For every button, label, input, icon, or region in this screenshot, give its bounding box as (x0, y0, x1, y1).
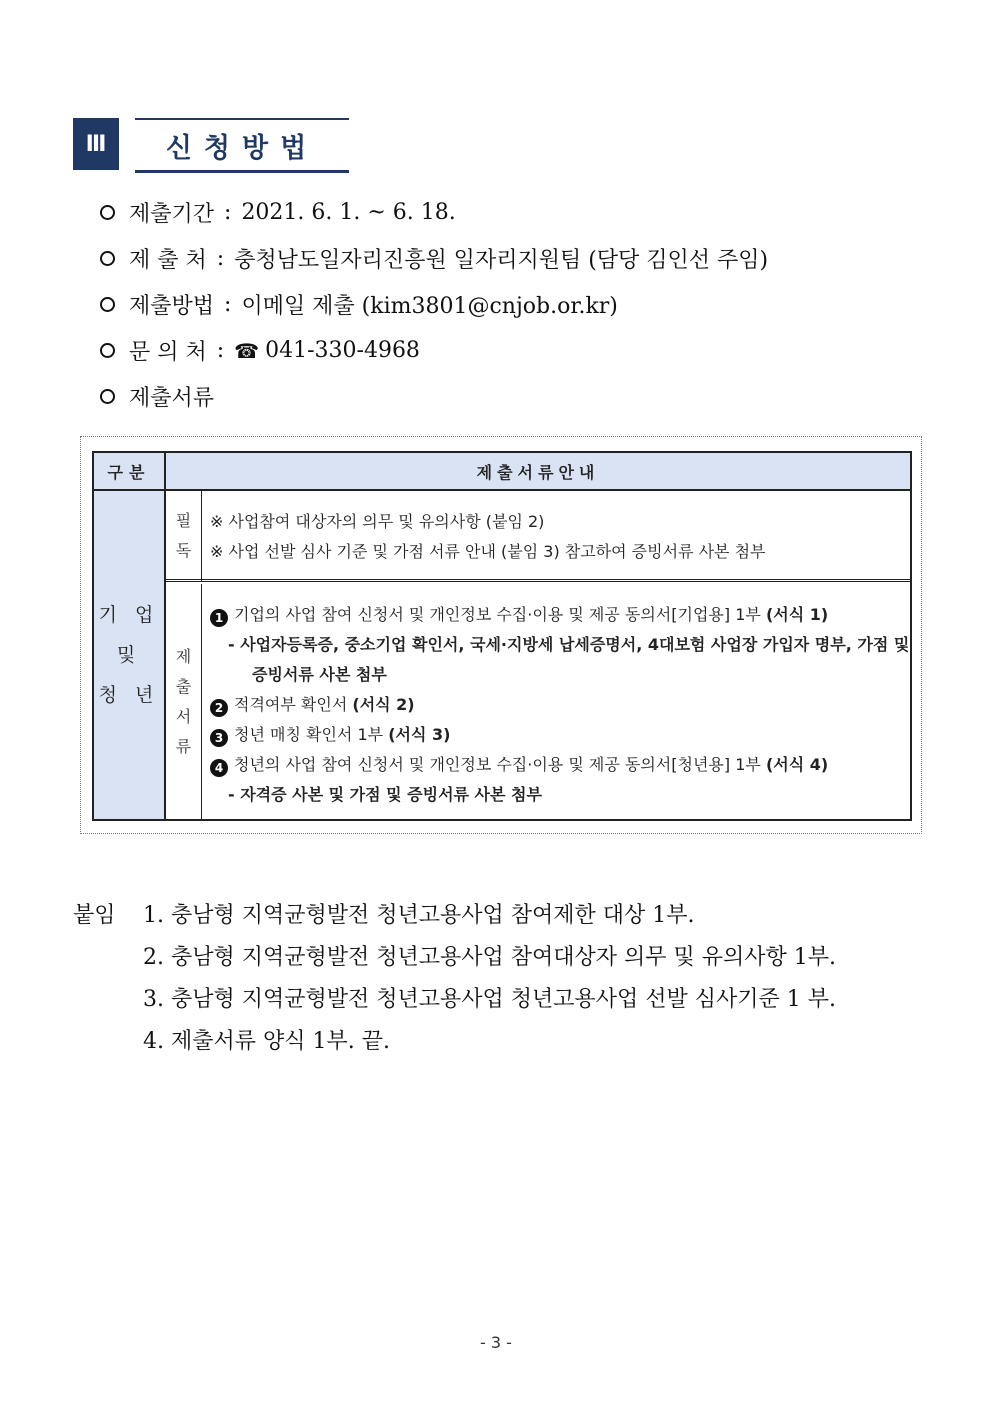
row-divider (166, 579, 910, 582)
circle-bullet-icon (100, 389, 115, 404)
number-badge-icon: 3 (210, 729, 228, 747)
table-header (94, 453, 910, 491)
list-item: 2 적격여부 확인서 (서식 2) (210, 690, 906, 720)
attachment-item: 4. 제출서류 양식 1부. 끝. (143, 1029, 390, 1054)
attachment-item: 1. 충남형 지역균형발전 청년고용사업 참여제한 대상 1부. (143, 903, 695, 928)
number-badge-icon: 2 (210, 699, 228, 717)
info-item-contact: 문 의 처 : ☎ 041-330-4968 (100, 335, 420, 366)
info-value: 2021. 6. 1. ~ 6. 18. (241, 200, 456, 225)
must-read-content (210, 507, 906, 567)
circle-bullet-icon (100, 297, 115, 312)
circle-bullet-icon (100, 343, 115, 358)
attachment-item: 3. 충남형 지역균형발전 청년고용사업 청년고용사업 선발 심사기준 1 부. (143, 987, 836, 1012)
subcategory-submit-docs: 제 출 서 류 (166, 584, 202, 819)
section-title: 신청방법 (135, 118, 349, 173)
attachments-label: 붙임 (73, 903, 116, 928)
header-guide: 제출서류안내 (476, 462, 600, 482)
attachment-item: 2. 충남형 지역균형발전 청년고용사업 참여대상자 의무 및 유의사항 1부. (143, 945, 836, 970)
list-item-detail: 증빙서류 사본 첨부 (252, 665, 387, 684)
submit-docs-content (210, 600, 910, 810)
circle-bullet-icon (100, 205, 115, 220)
subcategory-must-read: 필 독 (166, 491, 202, 581)
section-number: Ⅲ (73, 118, 119, 170)
number-badge-icon: 1 (210, 609, 228, 627)
phone-icon: ☎ (234, 338, 260, 363)
info-item-method: 제출방법 : 이메일 제출 (kim3801@cnjob.or.kr) (100, 289, 618, 320)
circle-bullet-icon (100, 251, 115, 266)
info-value: 충청남도일자리진흥원 일자리지원팀 (담당 김인선 주임) (234, 248, 769, 273)
note-line: ※ 사업참여 대상자의 의무 및 유의사항 (붙임 2) (210, 512, 545, 531)
info-value: 041-330-4968 (265, 338, 420, 363)
info-value: 이메일 제출 (kim3801@cnjob.or.kr) (241, 294, 618, 319)
section-heading (73, 118, 353, 170)
info-label: 제출방법 (129, 294, 215, 319)
info-label: 문 의 처 (129, 340, 207, 365)
list-item: 4 청년의 사업 참여 신청서 및 개인정보 수집·이용 및 제공 동의서[청년용] 1부 (서식 4) (210, 750, 906, 780)
documents-table-frame (80, 436, 922, 834)
info-label: 제출기간 (129, 202, 215, 227)
info-item-documents (100, 381, 214, 412)
list-item-detail: - 사업자등록증, 중소기업 확인서, 국세·지방세 납세증명서, 4대보험 사업장 가입자 명부, 가점 및 (228, 635, 910, 654)
attachments-list (143, 895, 836, 1063)
header-category: 구분 (94, 453, 166, 489)
page-number: - 3 - (480, 1333, 512, 1352)
documents-table (92, 451, 912, 821)
info-item-destination: 제 출 처 : 충청남도일자리진흥원 일자리지원팀 (담당 김인선 주임) (100, 243, 768, 274)
list-item: 3 청년 매칭 확인서 1부 (서식 3) (210, 720, 906, 750)
info-item-period: 제출기간 : 2021. 6. 1. ~ 6. 18. (100, 197, 456, 228)
number-badge-icon: 4 (210, 759, 228, 777)
category-cell: 기 업 및 청 년 (94, 491, 166, 819)
list-item: 1 기업의 사업 참여 신청서 및 개인정보 수집·이용 및 제공 동의서[기업용] 1부 (서식 1) (210, 600, 906, 630)
info-label: 제출서류 (129, 386, 215, 411)
list-item-detail: - 자격증 사본 및 가점 및 증빙서류 사본 첨부 (228, 785, 542, 804)
note-line: ※ 사업 선발 심사 기준 및 가점 서류 안내 (붙임 3) 참고하여 증빙서류 사본 첨부 (210, 542, 766, 561)
info-label: 제 출 처 (129, 248, 207, 273)
